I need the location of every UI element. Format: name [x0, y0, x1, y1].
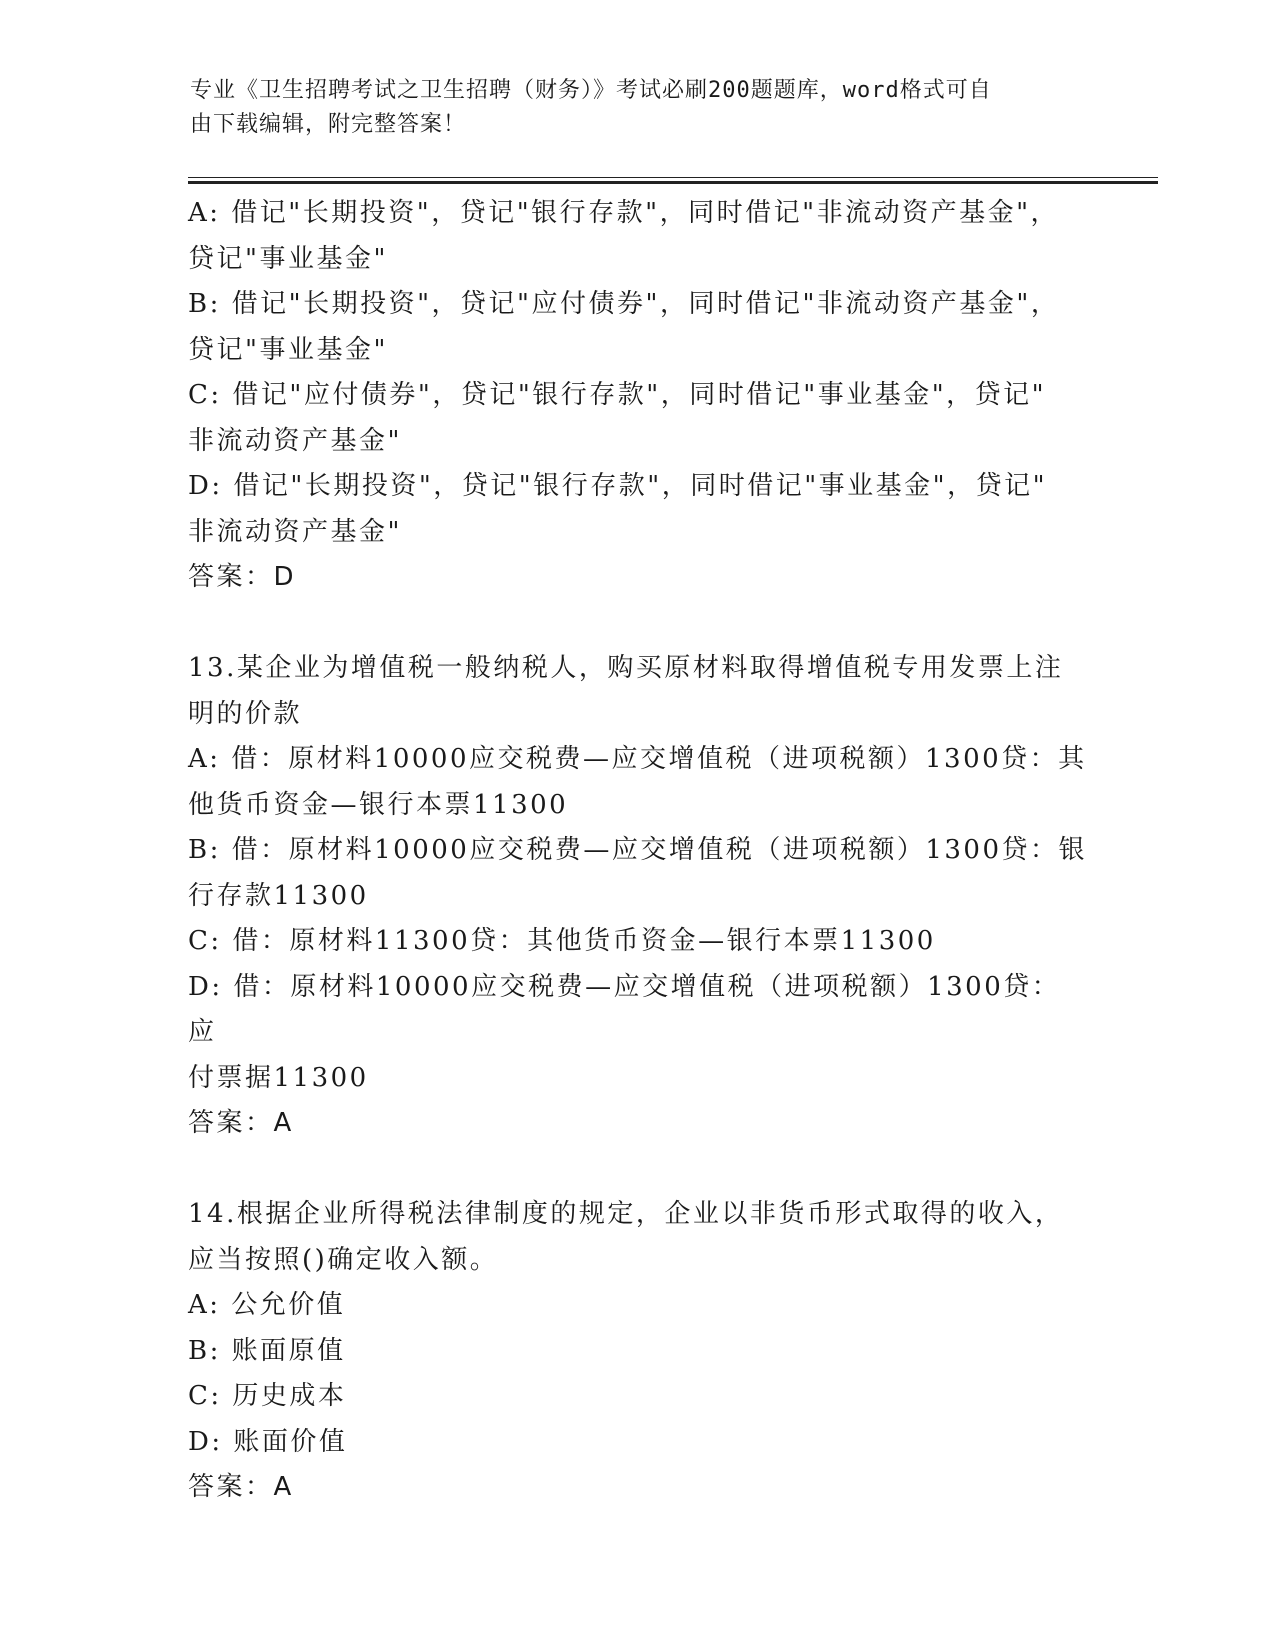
question-stem-cont: 明的价款: [188, 698, 303, 729]
answer-line: 答案：A: [188, 1108, 294, 1138]
header-line: 由下载编辑，附完整答案！: [190, 112, 467, 137]
spacer: [188, 601, 1088, 647]
question-14-block: [188, 1192, 1088, 1511]
option-b: B: 借记"长期投资"，贷记"应付债券"，同时借记"非流动资产基金"，: [188, 289, 1060, 319]
option-d-cont: 付票据11300: [188, 1062, 369, 1093]
option-c: C: 借记"应付债券"，贷记"银行存款"，同时借记"事业基金"，贷记": [188, 380, 1047, 410]
option-a: A: 借：原材料10000应交税费—应交增值税（进项税额）1300贷：其: [188, 744, 1087, 774]
option-a: A: 公允价值: [188, 1290, 346, 1320]
answer-line: 答案：A: [188, 1472, 294, 1502]
option-c: C: 历史成本: [188, 1381, 347, 1411]
option-d: D: 借：原材料10000应交税费—应交增值税（进项税额）1300贷：应: [188, 971, 1061, 1047]
header-line: 专业《卫生招聘考试之卫生招聘（财务）》考试必刷200题题库，word格式可自: [190, 78, 992, 103]
option-a: A: 借记"长期投资"，贷记"银行存款"，同时借记"非流动资产基金"，: [188, 198, 1060, 228]
option-c: C: 借：原材料11300贷：其他货币资金—银行本票11300: [188, 926, 936, 956]
answer-line: 答案：D: [188, 562, 297, 592]
question-13-block: [188, 646, 1088, 1147]
header-divider-thick: [188, 181, 1158, 184]
option-b-cont: 行存款11300: [188, 880, 369, 911]
question-stem: 14.根据企业所得税法律制度的规定，企业以非货币形式取得的收入，: [188, 1199, 1064, 1229]
option-d: D: 借记"长期投资"，贷记"银行存款"，同时借记"事业基金"，贷记": [188, 471, 1048, 501]
option-c-cont: 非流动资产基金": [188, 425, 402, 456]
option-b-cont: 贷记"事业基金": [188, 334, 388, 365]
option-a-cont: 他货币资金—银行本票11300: [188, 789, 569, 820]
question-stem: 13.某企业为增值税一般纳税人，购买原材料取得增值税专用发票上注: [188, 653, 1064, 683]
option-d: D: 账面价值: [188, 1426, 348, 1457]
option-a-cont: 贷记"事业基金": [188, 243, 388, 274]
option-b: B: 账面原值: [188, 1335, 346, 1366]
header-divider-thin: [188, 177, 1158, 178]
spacer: [188, 1147, 1088, 1193]
question-content: [188, 191, 1088, 1511]
question-stem-cont: 应当按照()确定收入额。: [188, 1244, 499, 1275]
document-header: [190, 74, 1090, 142]
question-12-block: [188, 191, 1088, 601]
option-d-cont: 非流动资产基金": [188, 516, 402, 547]
option-b: B: 借：原材料10000应交税费—应交增值税（进项税额）1300贷：银: [188, 835, 1088, 865]
